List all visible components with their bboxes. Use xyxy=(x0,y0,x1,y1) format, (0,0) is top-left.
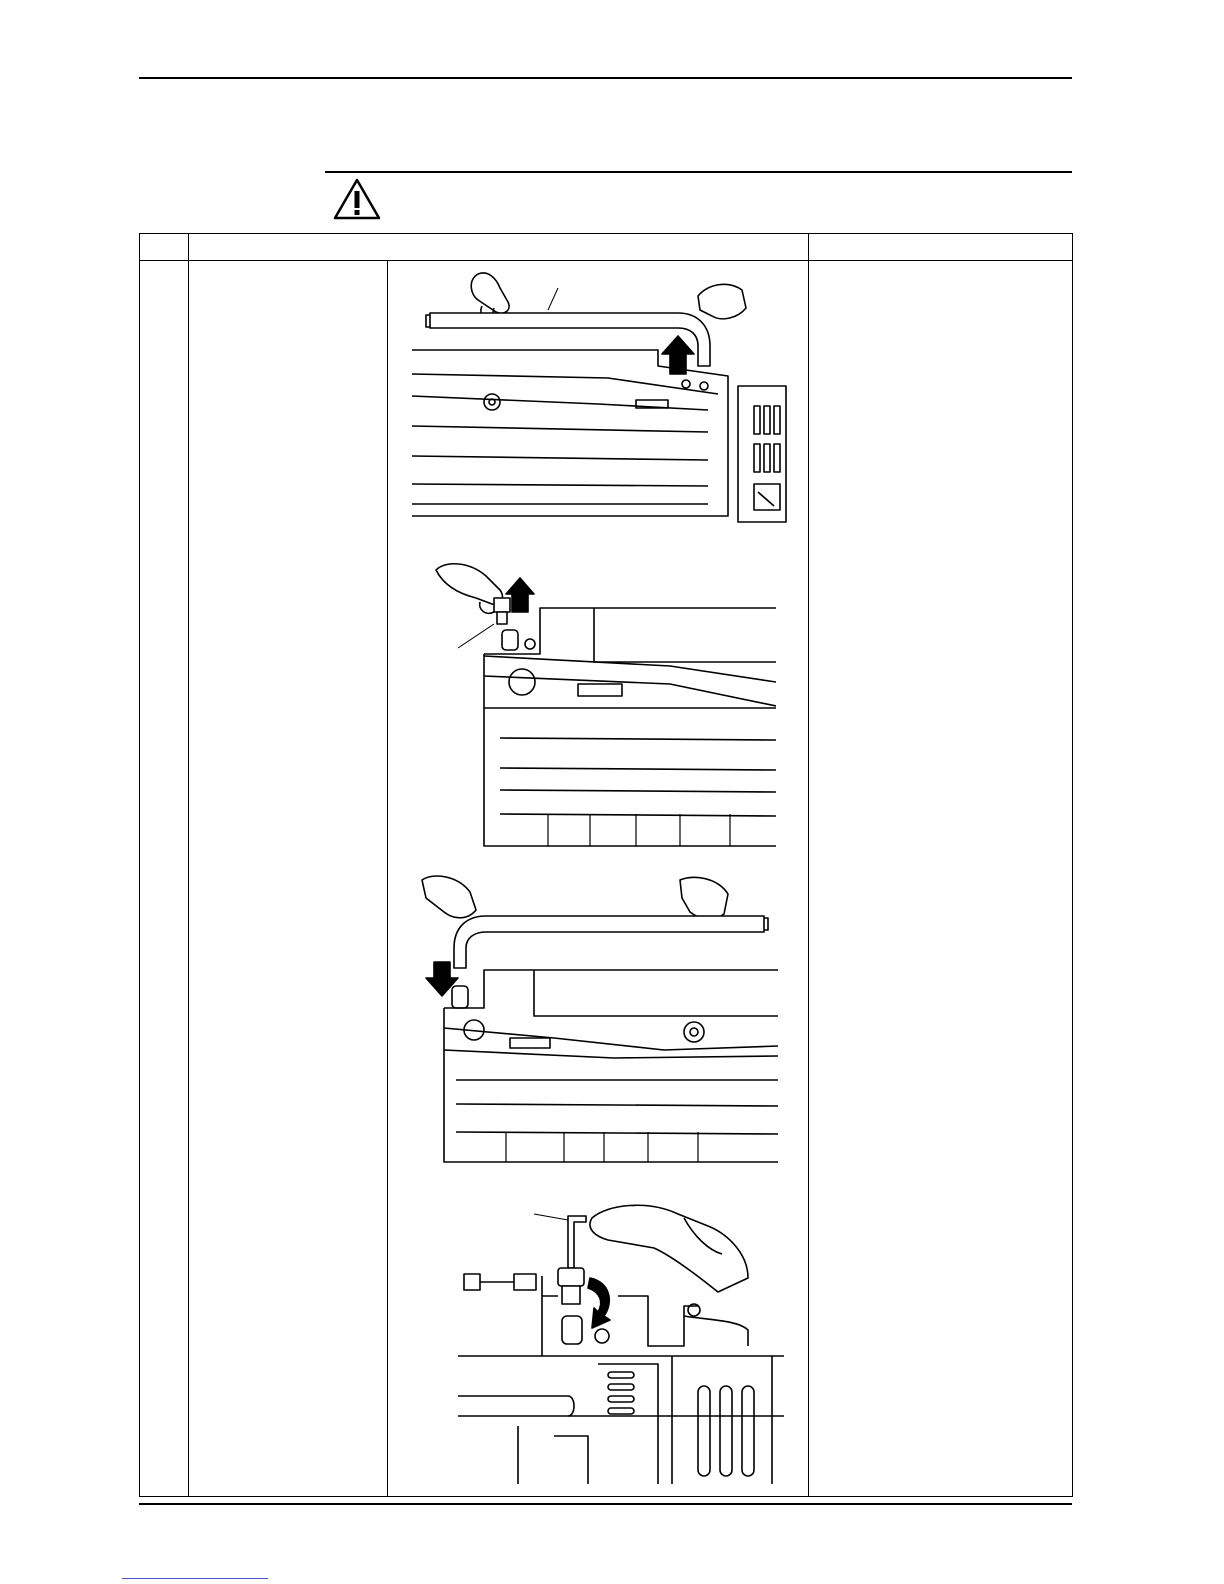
header-step xyxy=(140,234,189,261)
remove-plug-figure xyxy=(430,558,776,848)
insert-pipe-figure xyxy=(414,870,778,1166)
header-procedure xyxy=(189,234,809,261)
header-points xyxy=(809,234,1073,261)
hex-wrench-figure xyxy=(458,1196,784,1484)
table-header-row xyxy=(140,234,1073,261)
footer-link-underline[interactable] xyxy=(122,1578,268,1579)
warning-triangle-icon xyxy=(333,178,381,220)
section-rule xyxy=(325,171,1072,173)
procedure-text-cell xyxy=(189,261,388,1497)
lift-drain-pipe-figure xyxy=(408,266,792,528)
footer-rule xyxy=(139,1503,1072,1505)
points-cell xyxy=(809,261,1073,1497)
header-rule xyxy=(139,77,1072,79)
step-cell xyxy=(140,261,189,1497)
